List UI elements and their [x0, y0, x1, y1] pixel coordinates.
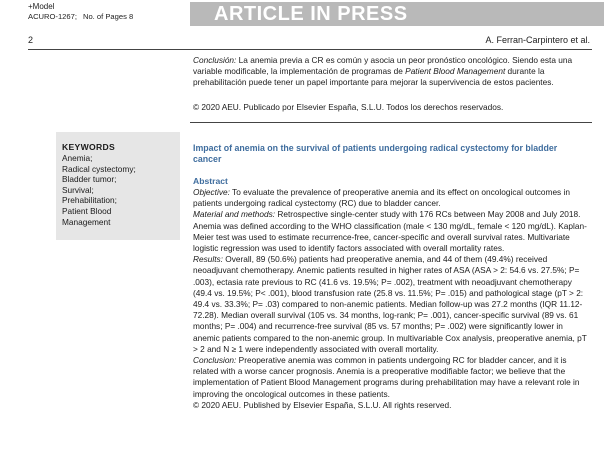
spanish-conclusion: [193, 55, 590, 89]
keywords-box: [56, 132, 180, 240]
abstract-methods: [193, 209, 590, 254]
results-text: Overall, 89 (50.6%) patients had preoperative anemia, and 44 of them (49.4%) received neoadjuvant chemotherapy. Anemic patients resulted in higher rates of ASA (ASA > 2: 54.6 vs. 27.5%; P= .003), ectasia rate previous to RC (41.6 vs. 19.5%; P= .002), treatment with neoadjuvant chemotherapy (49.4 vs. 19.5%; P< .001), blood transfusion rate (25.8 vs. 11.5%; P= .015) and pathological stage (pT > 2: 49.4 vs. 33.3%; P= .03) compared to non-anemic patients. Median follow-up was 27.2 months (IQR 11.12-72.28). Median overall survival (105 vs. 34 months, log-rank; P= .001), cancer-specific survival (89 vs. 61 months; P= .004) and recurrence-free survival (85 vs. 57 months; P= .002) were significantly lower in anemic patients compared to the non-anemic group. In multivariable Cox analysis, preoperative anemia, pT > 2 and N ≥ 1 were independently associated with overall mortality.: [193, 254, 587, 354]
document-code: [28, 12, 188, 22]
running-head-authors: A. Ferran-Carpintero et al.: [485, 35, 590, 45]
abstract-conclusion: [193, 355, 590, 400]
model-label: +Model: [28, 2, 55, 11]
keyword-item: Management: [62, 216, 111, 227]
objective-label: Objective:: [193, 187, 230, 197]
header-divider: [28, 49, 592, 50]
spanish-conclusion-italic: Patient Blood Management: [405, 66, 506, 77]
keyword-item: Anemia;: [62, 153, 93, 163]
conclusion-text: Preoperative anemia was common in patients undergoing RC for bladder cancer, and it is related with a worse cancer prognosis. Anemia is a preoperative modifiable factor; we believe that the implementation of Patient Blood Management programs during prehabilitation may have a relevant role in improving the oncological outcomes in these patients.: [193, 355, 580, 399]
english-copyright: © 2020 AEU. Published by Elsevier España, S.L.U. All rights reserved.: [193, 399, 452, 410]
keywords-title: KEYWORDS: [62, 142, 116, 152]
methods-text: Retrospective single-center study with 176 RCs between May 2008 and July 2018. Anemia was defined according to the WHO classification (male < 130 mg/dL, female < 120 mg/dL). Kaplan-Meier test was used to estimate recurrence-free, cancer-specific and overall survival rates. Multivariate logistic regression was used to identify factors associated with overall mortality rates.: [193, 209, 587, 254]
results-label: Results:: [193, 254, 223, 265]
article-title: Impact of anemia on the survival of patients undergoing radical cystectomy for bladder cancer: [193, 143, 558, 164]
page-count: No. of Pages 8: [82, 12, 134, 21]
keywords-list: [62, 153, 180, 227]
keyword-item: Radical cystectomy;: [62, 163, 136, 174]
doc-code: ACURO-1267;: [28, 12, 77, 21]
spanish-conclusion-text-1: La anemia previa a CR es común y asocia un peor pronóstico oncológico. Siendo esta una variable modificable, la implementación de programas de: [193, 55, 573, 77]
methods-label: Material and methods:: [193, 209, 276, 220]
spanish-copyright: © 2020 AEU. Publicado por Elsevier España, S.L.U. Todos los derechos reservados.: [193, 102, 504, 112]
keyword-item: Prehabilitation;: [62, 195, 117, 206]
spanish-conclusion-label: Conclusión:: [193, 55, 237, 65]
abstract-objective: [193, 187, 590, 209]
keyword-item: Bladder tumor;: [62, 174, 117, 185]
abstract-body: [193, 187, 590, 411]
page-number: 2: [28, 35, 34, 45]
running-header-left: [28, 2, 188, 22]
objective-text: To evaluate the prevalence of preoperative anemia and its effect on oncological outcomes in patients undergoing radical cystectomy (RC) due to bladder cancer.: [193, 187, 570, 209]
spanish-conclusion-text-2: durante la prehabilitación puede tener un papel importante para mejorar la supervivencia de estos pacientes.: [193, 66, 554, 88]
article-in-press-text: ARTICLE IN PRESS: [214, 3, 408, 25]
keyword-item: Survival;: [62, 184, 94, 195]
section-divider: [190, 122, 592, 123]
conclusion-label: Conclusion:: [193, 355, 237, 366]
keyword-item: Patient Blood: [62, 205, 112, 216]
abstract-results: [193, 254, 590, 355]
abstract-heading: Abstract: [193, 176, 228, 186]
